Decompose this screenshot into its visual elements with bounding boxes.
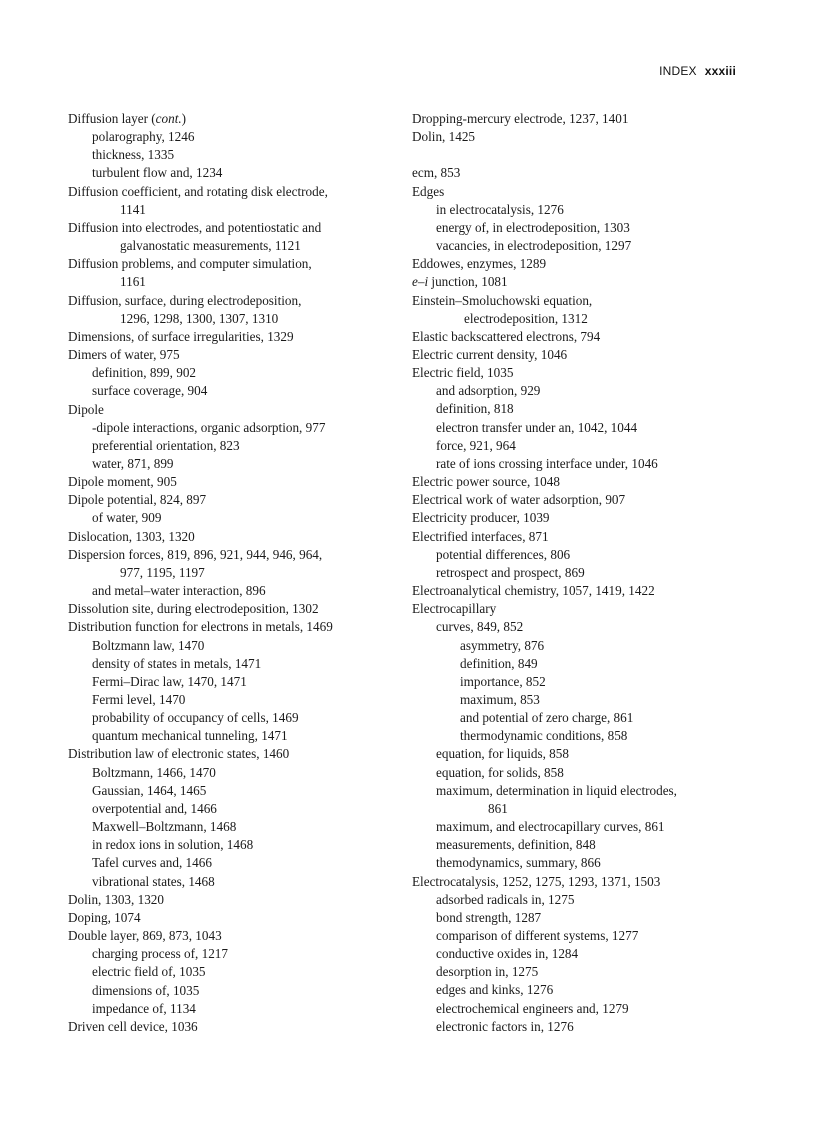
entry-text: Distribution function for electrons in metals, 1469: [68, 619, 333, 635]
entry-text: Electric field, 1035: [412, 365, 514, 381]
index-entry: [412, 292, 752, 310]
entry-text: potential differences, 806: [436, 546, 571, 562]
entry-text: and metal–water interaction, 896: [92, 583, 266, 599]
entry-text: Electric power source, 1048: [412, 474, 560, 490]
index-entry: [68, 546, 398, 564]
entry-text: Electroanalytical chemistry, 1057, 1419, 1422: [412, 583, 655, 599]
index-subentry: [68, 364, 398, 382]
index-subentry: [412, 981, 752, 999]
index-subentry: [68, 873, 398, 891]
index-entry: [68, 891, 398, 909]
index-entry: [412, 164, 752, 182]
index-subentry: [68, 818, 398, 836]
index-subentry: [68, 945, 398, 963]
entry-continuation: 1296, 1298, 1300, 1307, 1310: [120, 310, 279, 326]
entry-text: Dimensions, of surface irregularities, 1329: [68, 328, 294, 344]
entry-text: overpotential and, 1466: [92, 800, 217, 816]
entry-text: Einstein–Smoluchowski equation,: [412, 292, 593, 308]
index-subentry: [68, 1000, 398, 1018]
index-entry: [412, 509, 752, 527]
entry-text: maximum, 853: [460, 691, 540, 707]
entry-suffix: ): [181, 111, 187, 126]
index-subentry: [412, 891, 752, 909]
entry-text: quantum mechanical tunneling, 1471: [92, 728, 288, 744]
index-subentry: [412, 655, 752, 673]
entry-text: Fermi level, 1470: [92, 692, 186, 707]
index-entry: [68, 618, 398, 636]
entry-text: equation, for liquids, 858: [436, 746, 569, 762]
entry-text: -dipole interactions, organic adsorption, 977: [92, 419, 326, 435]
running-header-label: INDEX: [659, 64, 697, 78]
index-subentry: [412, 637, 752, 655]
index-subentry: [412, 854, 752, 872]
index-subentry: [412, 1000, 752, 1018]
entry-text: Double layer, 869, 873, 1043: [68, 928, 222, 944]
entry-text: polarography, 1246: [92, 129, 195, 145]
entry-text: surface coverage, 904: [92, 383, 208, 399]
index-subentry: [412, 237, 752, 255]
index-subentry: [412, 764, 752, 782]
entry-text: definition, 849: [460, 655, 538, 671]
entry-text: density of states in metals, 1471: [92, 655, 262, 671]
entry-text: bond strength, 1287: [436, 909, 542, 925]
entry-text: definition, 818: [436, 401, 514, 417]
entry-suffix: junction, 1081: [428, 274, 508, 290]
entry-text: comparison of different systems, 1277: [436, 928, 639, 944]
index-subentry: [68, 836, 398, 854]
index-entry: [68, 255, 398, 273]
entry-text: Dimers of water, 975: [68, 347, 180, 363]
index-subentry: [412, 709, 752, 727]
entry-text: Dipole potential, 824, 897: [68, 492, 207, 508]
index-subentry: [412, 836, 752, 854]
entry-text: edges and kinks, 1276: [436, 982, 554, 998]
index-subentry: [68, 146, 398, 164]
index-entry: [68, 528, 398, 546]
entry-text: Electrocapillary: [412, 601, 497, 617]
index-subentry: [412, 546, 752, 564]
entry-text: Electrical work of water adsorption, 907: [412, 492, 626, 508]
index-subentry: [412, 618, 752, 636]
index-subentry: [68, 691, 398, 709]
entry-continuation: 1141: [120, 201, 146, 217]
index-entry: [68, 600, 398, 618]
entry-text: Gaussian, 1464, 1465: [92, 782, 207, 798]
index-entry: [68, 909, 398, 927]
entry-text: Boltzmann, 1466, 1470: [92, 764, 216, 780]
index-subentry: [412, 691, 752, 709]
entry-text: ecm, 853: [412, 165, 461, 181]
entry-text: Electrocatalysis, 1252, 1275, 1293, 1371, 1503: [412, 873, 661, 889]
index-subentry: [412, 201, 752, 219]
entry-text: Eddowes, enzymes, 1289: [412, 256, 547, 272]
entry-text: desorption in, 1275: [436, 964, 539, 980]
index-subentry: [412, 564, 752, 582]
entry-text: importance, 852: [460, 673, 546, 689]
entry-text: Electric current density, 1046: [412, 347, 568, 363]
entry-text: thermodynamic conditions, 858: [460, 728, 628, 744]
entry-text: Diffusion into electrodes, and potentiostatic and: [68, 219, 322, 235]
index-column-right: [412, 110, 752, 1036]
entry-text: Dipole moment, 905: [68, 474, 177, 490]
entry-text: Diffusion problems, and computer simulation,: [68, 256, 312, 272]
index-subentry: [412, 455, 752, 473]
index-subentry: [68, 800, 398, 818]
entry-text: equation, for solids, 858: [436, 764, 564, 780]
index-subentry: [68, 509, 398, 527]
index-subentry: [68, 673, 398, 691]
index-subentry: [412, 927, 752, 945]
index-entry: [412, 183, 752, 201]
entry-text: vibrational states, 1468: [92, 873, 215, 889]
entry-text: of water, 909: [92, 510, 162, 526]
entry-text: electrochemical engineers and, 1279: [436, 1000, 629, 1016]
index-subentry: [412, 963, 752, 981]
entry-continuation: electrodeposition, 1312: [464, 310, 588, 326]
index-entry: [412, 582, 752, 600]
index-entry: [68, 491, 398, 509]
index-entry: [68, 328, 398, 346]
entry-text: Electricity producer, 1039: [412, 510, 550, 526]
entry-text: asymmetry, 876: [460, 637, 545, 653]
entry-text: Elastic backscattered electrons, 794: [412, 328, 601, 344]
entry-continuation: galvanostatic measurements, 1121: [120, 238, 301, 254]
section-gap: [412, 146, 752, 164]
entry-italic: e–i: [412, 274, 429, 290]
index-entry: [412, 255, 752, 273]
entry-text: Dropping-mercury electrode, 1237, 1401: [412, 111, 629, 126]
index-subentry: [68, 637, 398, 655]
index-entry: [412, 600, 752, 618]
index-subentry: [68, 582, 398, 600]
entry-text: Tafel curves and, 1466: [92, 855, 212, 871]
entry-text: Dolin, 1303, 1320: [68, 891, 164, 907]
index-entry: [412, 364, 752, 382]
index-subentry: [412, 909, 752, 927]
index-entry: [412, 491, 752, 509]
index-subentry: [68, 419, 398, 437]
entry-text: Boltzmann law, 1470: [92, 637, 205, 653]
index-entry: [68, 110, 398, 128]
entry-text: charging process of, 1217: [92, 946, 228, 962]
entry-text: water, 871, 899: [92, 455, 174, 471]
index-entry: [412, 273, 752, 291]
index-subentry: [412, 382, 752, 400]
entry-text: adsorbed radicals in, 1275: [436, 891, 575, 907]
entry-text: themodynamics, summary, 866: [436, 855, 601, 871]
index-subentry: [412, 400, 752, 418]
entry-text: and potential of zero charge, 861: [460, 710, 634, 726]
entry-text: curves, 849, 852: [436, 619, 524, 635]
entry-text: thickness, 1335: [92, 147, 175, 163]
index-entry: [412, 328, 752, 346]
index-entry: [412, 873, 752, 891]
entry-text: Distribution law of electronic states, 1460: [68, 746, 290, 762]
index-subentry: [68, 727, 398, 745]
index-subentry: [412, 673, 752, 691]
entry-text: turbulent flow and, 1234: [92, 165, 223, 181]
index-subentry: [68, 854, 398, 872]
index-entry: [68, 292, 398, 310]
entry-text: electric field of, 1035: [92, 964, 206, 980]
index-subentry: [68, 437, 398, 455]
entry-text: Edges: [412, 183, 445, 199]
index-subentry: [68, 709, 398, 727]
index-subentry: [68, 382, 398, 400]
entry-text: definition, 899, 902: [92, 365, 197, 381]
entry-text: Dislocation, 1303, 1320: [68, 528, 195, 544]
index-column-left: [68, 110, 398, 1036]
entry-italic: cont.: [155, 111, 182, 126]
index-subentry: [412, 1018, 752, 1036]
index-entry: [68, 473, 398, 491]
entry-text: probability of occupancy of cells, 1469: [92, 710, 299, 726]
entry-text: electronic factors in, 1276: [436, 1018, 574, 1034]
index-subentry: [68, 782, 398, 800]
index-entry: [412, 346, 752, 364]
index-subentry: [412, 437, 752, 455]
entry-text: impedance of, 1134: [92, 1000, 196, 1016]
entry-text: preferential orientation, 823: [92, 437, 240, 453]
index-entry: [412, 473, 752, 491]
entry-text: force, 921, 964: [436, 437, 516, 453]
entry-text: maximum, and electrocapillary curves, 861: [436, 819, 665, 835]
index-entry: [68, 1018, 398, 1036]
entry-text: vacancies, in electrodeposition, 1297: [436, 238, 632, 254]
index-subentry: [68, 128, 398, 146]
entry-text: and adsorption, 929: [436, 383, 541, 399]
entry-text: retrospect and prospect, 869: [436, 564, 585, 580]
index-subentry: [412, 419, 752, 437]
entry-text: measurements, definition, 848: [436, 837, 596, 853]
index-entry: [68, 346, 398, 364]
entry-text: maximum, determination in liquid electrodes,: [436, 782, 677, 798]
entry-text: Dipole: [68, 401, 104, 417]
index-entry: [68, 401, 398, 419]
index-entry: [68, 927, 398, 945]
entry-text: in redox ions in solution, 1468: [92, 837, 254, 853]
entry-continuation: 861: [488, 800, 508, 816]
index-entry: [68, 183, 398, 201]
index-subentry: [412, 818, 752, 836]
entry-text: conductive oxides in, 1284: [436, 946, 579, 962]
index-subentry: [412, 219, 752, 237]
entry-text: energy of, in electrodeposition, 1303: [436, 219, 630, 235]
entry-text: Driven cell device, 1036: [68, 1018, 198, 1034]
entry-text: Maxwell–Boltzmann, 1468: [92, 819, 237, 835]
index-subentry: [412, 727, 752, 745]
entry-text: rate of ions crossing interface under, 1046: [436, 455, 658, 471]
index-subentry: [412, 945, 752, 963]
index-entry: [412, 110, 752, 128]
entry-text: Dissolution site, during electrodeposition, 1302: [68, 601, 319, 617]
index-subentry: [68, 764, 398, 782]
index-subentry: [68, 455, 398, 473]
entry-text: Dolin, 1425: [412, 129, 476, 145]
index-subentry: [412, 782, 752, 800]
entry-continuation: 977, 1195, 1197: [120, 564, 205, 580]
index-entry: [68, 219, 398, 237]
index-subentry: [68, 963, 398, 981]
index-entry: [68, 745, 398, 763]
entry-text: electron transfer under an, 1042, 1044: [436, 419, 638, 435]
running-header: [659, 64, 736, 78]
entry-text: Fermi–Dirac law, 1470, 1471: [92, 673, 247, 689]
index-entry: [412, 128, 752, 146]
index-entry: [412, 528, 752, 546]
entry-text: Doping, 1074: [68, 909, 141, 925]
index-subentry: [68, 982, 398, 1000]
entry-continuation: 1161: [120, 274, 146, 290]
entry-text: Diffusion layer (: [68, 111, 156, 126]
index-subentry: [68, 655, 398, 673]
entry-text: Dispersion forces, 819, 896, 921, 944, 946, 964,: [68, 546, 323, 562]
entry-text: Diffusion, surface, during electrodeposition,: [68, 292, 302, 308]
entry-text: dimensions of, 1035: [92, 982, 200, 998]
entry-text: in electrocatalysis, 1276: [436, 201, 564, 217]
page-number: xxxiii: [704, 64, 736, 78]
entry-text: Diffusion coefficient, and rotating disk electrode,: [68, 183, 328, 199]
index-subentry: [412, 745, 752, 763]
entry-text: Electrified interfaces, 871: [412, 528, 549, 544]
index-subentry: [68, 164, 398, 182]
